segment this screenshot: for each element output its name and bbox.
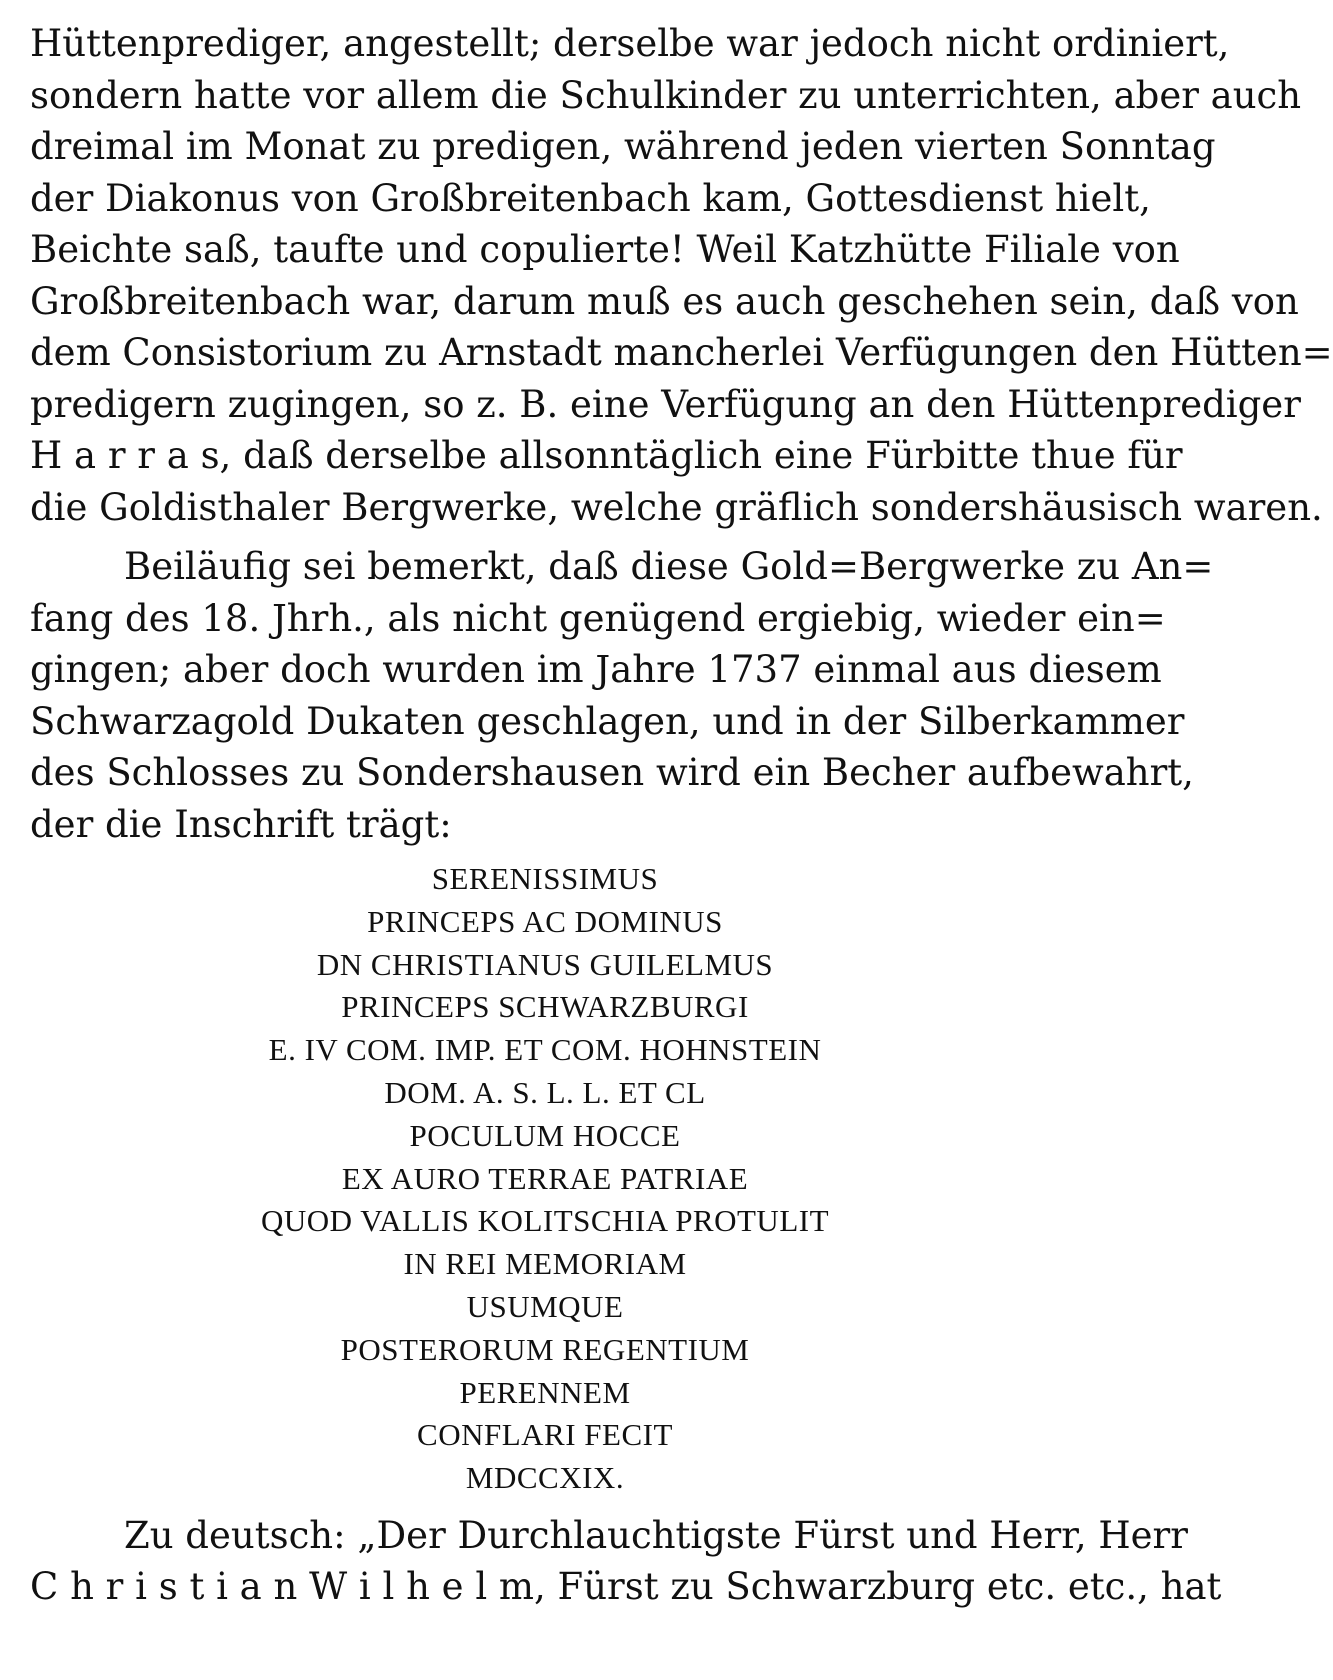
text-line: sondern hatte vor allem die Schulkinder zu unterrichten, aber auch xyxy=(30,73,1302,117)
inscription-line: PERENNEM xyxy=(459,1374,631,1410)
inscription-line: DN CHRISTIANUS GUILELMUS xyxy=(316,946,774,982)
inscription-line: EX AURO TERRAE PATRIAE xyxy=(341,1160,749,1196)
text-line: der Diakonus von Großbreitenbach kam, Gottesdienst hielt, xyxy=(30,176,1151,220)
text-line: predigern zugingen, so z. B. eine Verfügung an den Hüttenprediger xyxy=(30,382,1301,426)
text-line: Hüttenprediger, angestellt; derselbe war jedoch nicht ordiniert, xyxy=(30,22,1230,65)
paragraph-2 xyxy=(30,541,1214,850)
inscription-line: USUMQUE xyxy=(466,1288,624,1324)
text-line: H a r r a s, daß derselbe allsonntäglich eine Fürbitte thue für xyxy=(30,434,1183,477)
text-line: Beichte saß, taufte und copulierte! Weil Katzhütte Filiale von xyxy=(30,228,1180,271)
inscription-line: CONFLARI FECIT xyxy=(417,1417,673,1453)
text-line: dreimal im Monat zu predigen, während jeden vierten Sonntag xyxy=(30,125,1216,168)
text-line: die Goldisthaler Bergwerke, welche gräflich sondershäusisch waren. xyxy=(30,485,1323,529)
inscription-line: DOM. A. S. L. L. ET CL xyxy=(384,1074,706,1110)
paragraph-1 xyxy=(30,18,1333,533)
inscription-line: MDCCXIX. xyxy=(465,1460,625,1496)
inscription-line: PRINCEPS SCHWARZBURGI xyxy=(341,989,749,1025)
text-line: des Schlosses zu Sondershausen wird ein Becher aufbewahrt, xyxy=(30,751,1194,794)
text-line: Großbreitenbach war, darum muß es auch geschehen sein, daß von xyxy=(30,279,1299,323)
inscription-line: QUOD VALLIS KOLITSCHIA PROTULIT xyxy=(260,1203,830,1239)
inscription-line: IN REI MEMORIAM xyxy=(403,1246,687,1282)
text-line: Zu deutsch: „Der Durchlauchtigste Fürst und Herr, Herr xyxy=(124,1513,1188,1557)
paragraph-3 xyxy=(30,1510,1222,1613)
text-line: Schwarzagold Dukaten geschlagen, und in der Silberkammer xyxy=(30,699,1185,743)
inscription-line: SERENISSIMUS xyxy=(431,861,659,896)
inscription-line: POCULUM HOCCE xyxy=(409,1117,681,1153)
inscription-line: POSTERORUM REGENTIUM xyxy=(340,1331,750,1367)
text-line: dem Consistorium zu Arnstadt mancherlei Verfügungen den Hütten= xyxy=(30,331,1333,374)
latin-inscription xyxy=(30,858,1060,1500)
text-line: C h r i s t i a n W i l h e l m, Fürst zu Schwarzburg etc. etc., hat xyxy=(30,1565,1222,1609)
text-line: Beiläufig sei bemerkt, daß diese Gold=Bergwerke zu An= xyxy=(124,545,1214,588)
inscription-line: E. IV COM. IMP. ET COM. HOHNSTEIN xyxy=(268,1032,822,1068)
inscription-line: PRINCEPS AC DOMINUS xyxy=(367,903,723,939)
text-line: gingen; aber doch wurden im Jahre 1737 einmal aus diesem xyxy=(30,648,1162,691)
text-line: fang des 18. Jhrh., als nicht genügend ergiebig, wieder ein= xyxy=(30,596,1166,640)
text-line: der die Inschrift trägt: xyxy=(30,802,452,846)
